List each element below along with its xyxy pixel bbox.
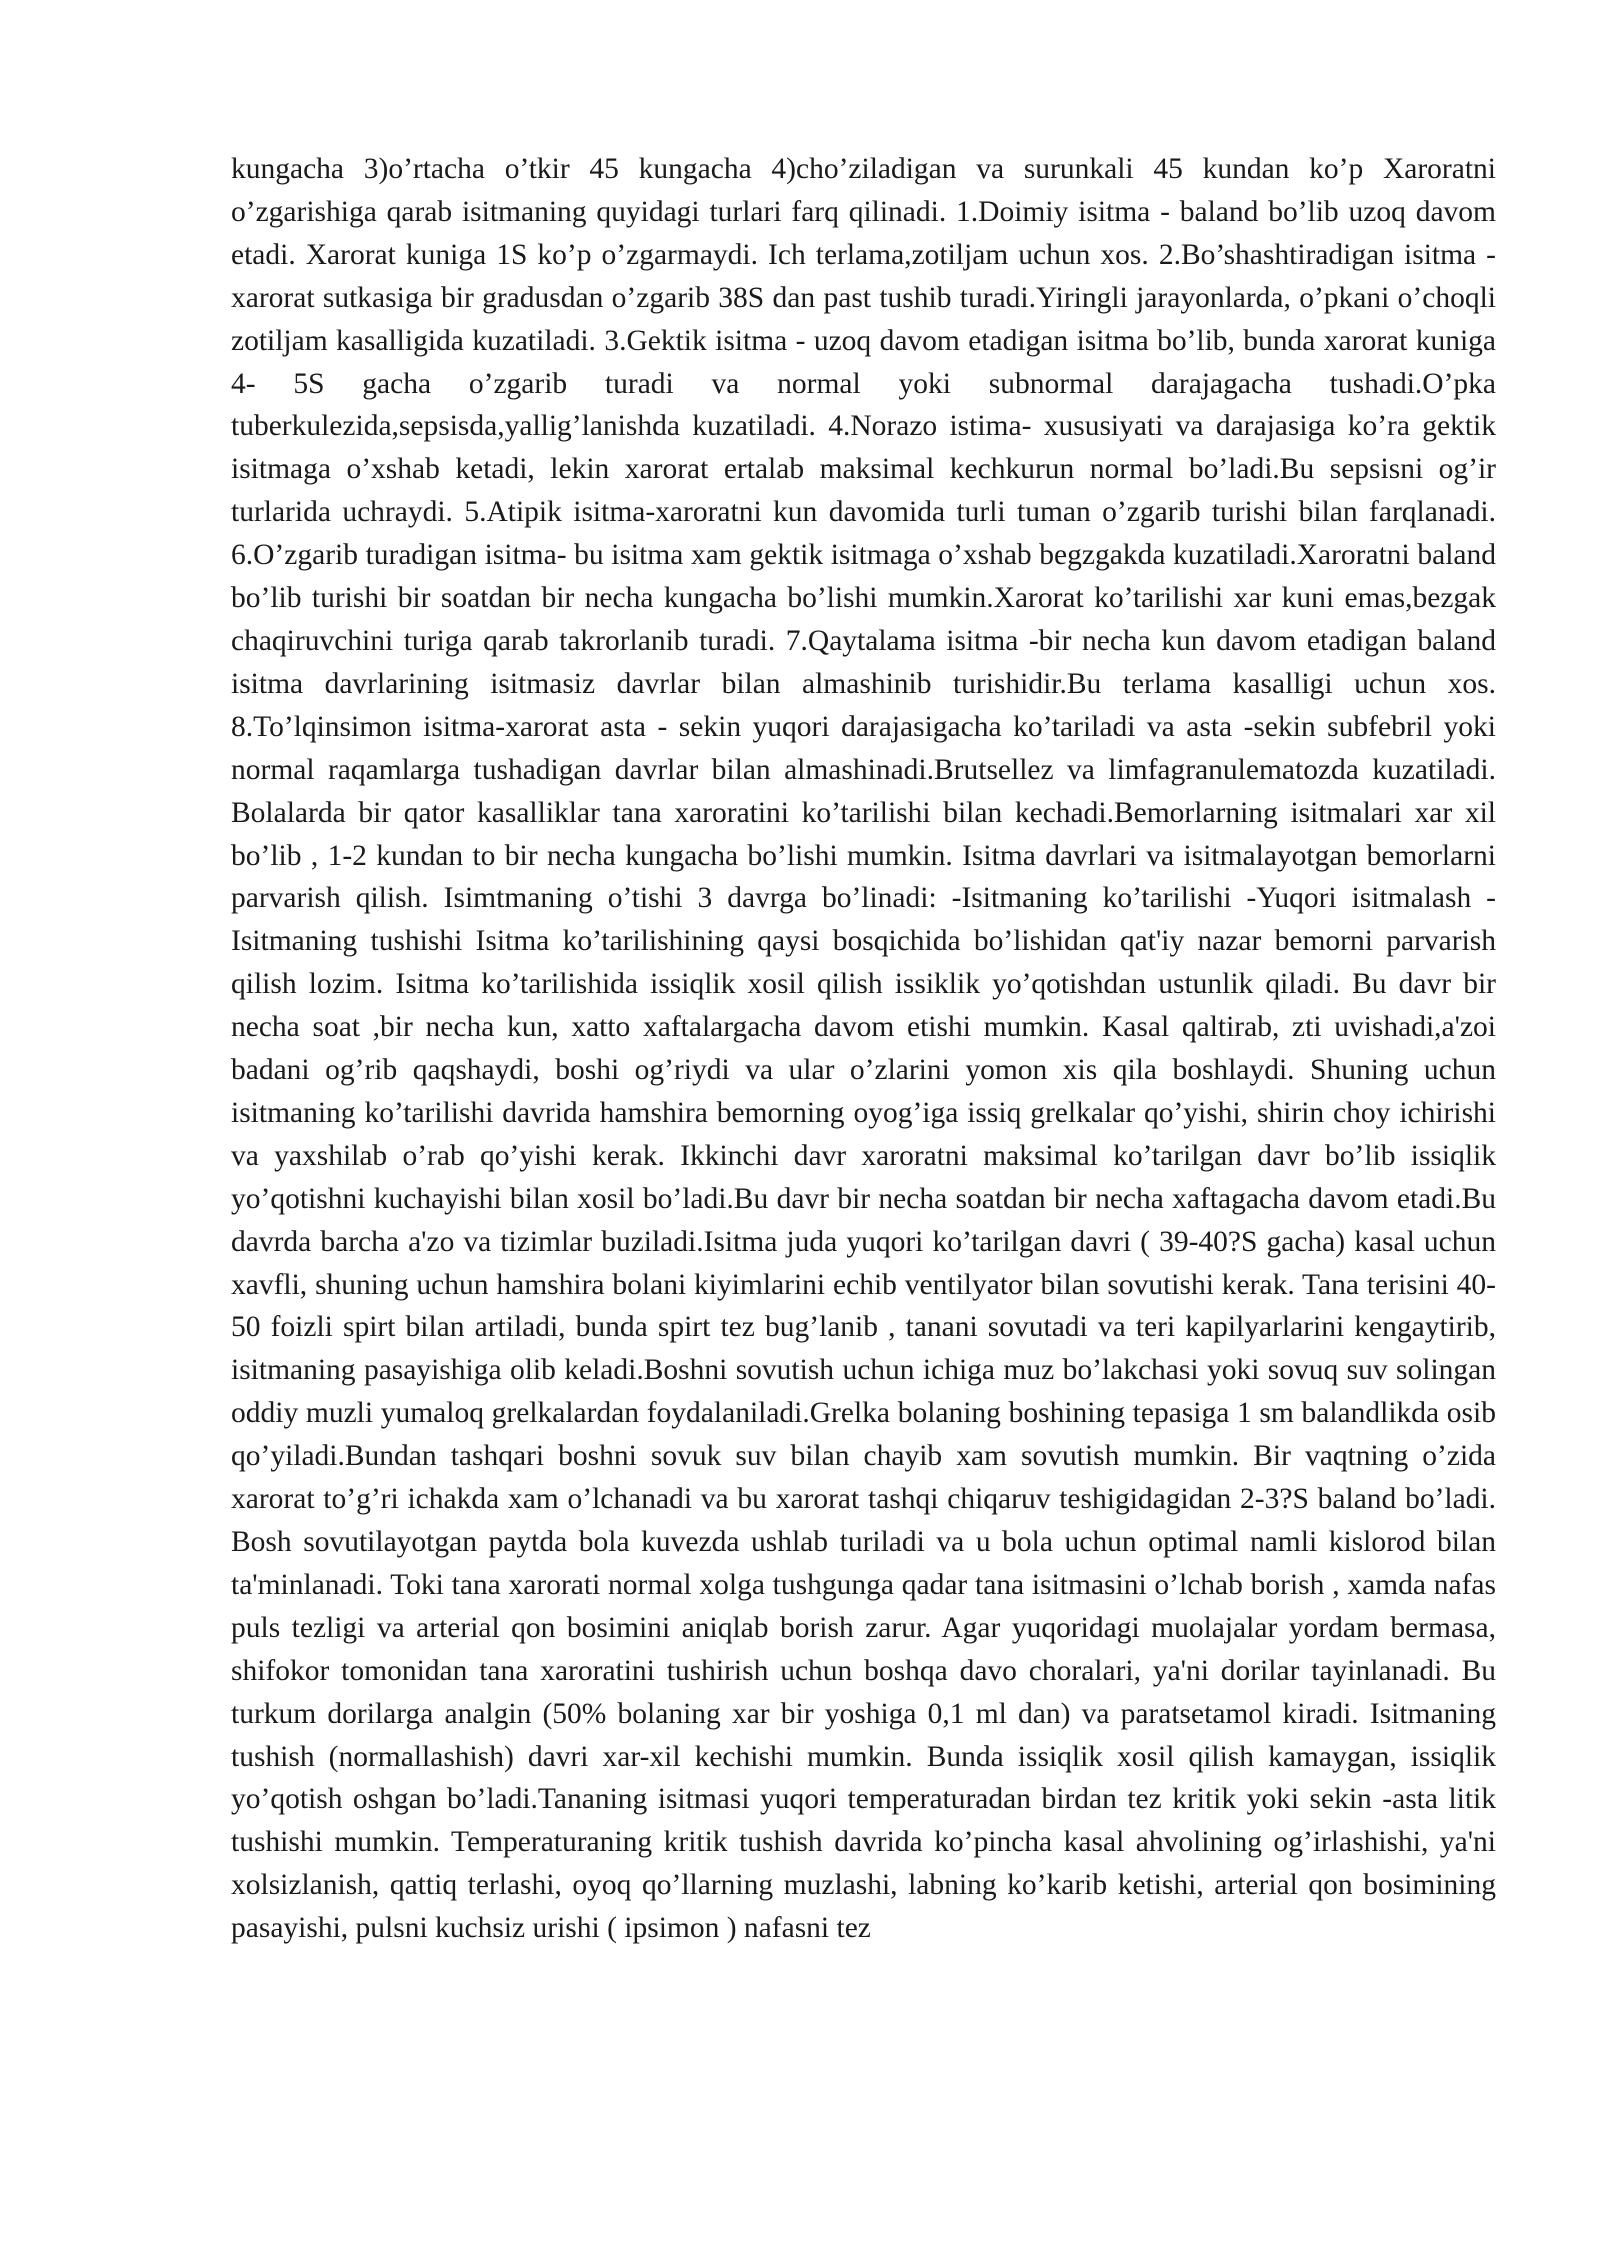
document-page <box>231 148 1496 1950</box>
body-text: kungacha 3)o’rtacha o’tkir 45 kungacha 4)cho’ziladigan va surunkali 45 kundan ko’p Xaroratni o’zgarishiga qarab isitmaning quyidagi turlari farq qilinadi. 1.Doimiy isitma - baland bo’lib uzoq davom etadi. Xarorat kuniga 1S ko’p o’zgarmaydi. Ich terlama,zotiljam uchun xos. 2.Bo’shashtiradigan isitma - xarorat sutkasiga bir gradusdan o’zgarib 38S dan past tushib turadi.Yiringli jarayonlarda, o’pkani o’choqli zotiljam kasalligida kuzatiladi. 3.Gektik isitma - uzoq davom etadigan isitma bo’lib, bunda xarorat kuniga 4- 5S gacha o’zgarib turadi va normal yoki subnormal darajagacha tushadi.O’pka tuberkulezida,sepsisda,yallig’lanishda kuzatiladi. 4.Norazo istima- xususiyati va darajasiga ko’ra gektik isitmaga o’xshab ketadi, lekin xarorat ertalab maksimal kechkurun normal bo’ladi.Bu sepsisni og’ir turlarida uchraydi. 5.Atipik isitma-xaroratni kun davomida turli tuman o’zgarib turishi bilan farqlanadi. 6.O’zgarib turadigan isitma- bu isitma xam gektik isitmaga o’xshab begzgakda kuzatiladi.Xaroratni baland bo’lib turishi bir soatdan bir necha kungacha bo’lishi mumkin.Xarorat ko’tarilishi xar kuni emas,bezgak chaqiruvchini turiga qarab takrorlanib turadi. 7.Qaytalama isitma -bir necha kun davom etadigan baland isitma davrlarining isitmasiz davrlar bilan almashinib turishidir.Bu terlama kasalligi uchun xos. 8.To’lqinsimon isitma-xarorat asta - sekin yuqori darajasigacha ko’tariladi va asta -sekin subfebril yoki normal raqamlarga tushadigan davrlar bilan almashinadi.Brutsellez va limfagranulematozda kuzatiladi. Bolalarda bir qator kasalliklar tana xaroratini ko’tarilishi bilan kechadi.Bemorlarning isitmalari xar xil bo’lib , 1-2 kundan to bir necha kungacha bo’lishi mumkin. Isitma davrlari va isitmalayotgan bemorlarni parvarish qilish. Isimtmaning o’tishi 3 davrga bo’linadi: -Isitmaning ko’tarilishi -Yuqori isitmalash -Isitmaning tushishi Isitma ko’tarilishining qaysi bosqichida bo’lishidan qat'iy nazar bemorni parvarish qilish lozim. Isitma ko’tarilishida issiqlik xosil qilish issiklik yo’qotishdan ustunlik qiladi. Bu davr bir necha soat ,bir necha kun, xatto xaftalargacha davom etishi mumkin. Kasal qaltirab, zti uvishadi,a'zoi badani og’rib qaqshaydi, boshi og’riydi va ular o’zlarini yomon xis qila boshlaydi. Shuning uchun isitmaning ko’tarilishi davrida hamshira bemorning oyog’iga issiq grelkalar qo’yishi, shirin choy ichirishi va yaxshilab o’rab qo’yishi kerak. Ikkinchi davr xaroratni maksimal ko’tarilgan davr bo’lib issiqlik yo’qotishni kuchayishi bilan xosil bo’ladi.Bu davr bir necha soatdan bir necha xaftagacha davom etadi.Bu davrda barcha a'zo va tizimlar buziladi.Isitma juda yuqori ko’tarilgan davri ( 39-40?S gacha) kasal uchun xavfli, shuning uchun hamshira bolani kiyimlarini echib ventilyator bilan sovutishi kerak. Tana terisini 40-50 foizli spirt bilan artiladi, bunda spirt tez bug’lanib , tanani sovutadi va teri kapilyarlarini kengaytirib, isitmaning pasayishiga olib keladi.Boshni sovutish uchun ichiga muz bo’lakchasi yoki sovuq suv solingan oddiy muzli yumaloq grelkalardan foydalaniladi.Grelka bolaning boshining tepasiga 1 sm balandlikda osib qo’yiladi.Bundan tashqari boshni sovuk suv bilan chayib xam sovutish mumkin. Bir vaqtning o’zida xarorat to’g’ri ichakda xam o’lchanadi va bu xarorat tashqi chiqaruv teshigidagidan 2-3?S baland bo’ladi. Bosh sovutilayotgan paytda bola kuvezda ushlab turiladi va u bola uchun optimal namli kislorod bilan ta'minlanadi. Toki tana xarorati normal xolga tushgunga qadar tana isitmasini o’lchab borish , xamda nafas puls tezligi va arterial qon bosimini aniqlab borish zarur. Agar yuqoridagi muolajalar yordam bermasa, shifokor tomonidan tana xaroratini tushirish uchun boshqa davo choralari, ya'ni dorilar tayinlanadi. Bu turkum dorilarga analgin (50% bolaning xar bir yoshiga 0,1 ml dan) va paratsetamol kiradi. Isitmaning tushish (normallashish) davri xar-xil kechishi mumkin. Bunda issiqlik xosil qilish kamaygan, issiqlik yo’qotish oshgan bo’ladi.Tananing isitmasi yuqori temperaturadan birdan tez kritik yoki sekin -asta litik tushishi mumkin. Temperaturaning kritik tushish davrida ko’pincha kasal ahvolining og’irlashishi, ya'ni xolsizlanish, qattiq terlashi, oyoq qo’llarning muzlashi, labning ko’karib ketishi, arterial qon bosimining pasayishi, pulsni kuchsiz urishi ( ipsimon ) nafasni tez <box>231 153 1496 1945</box>
